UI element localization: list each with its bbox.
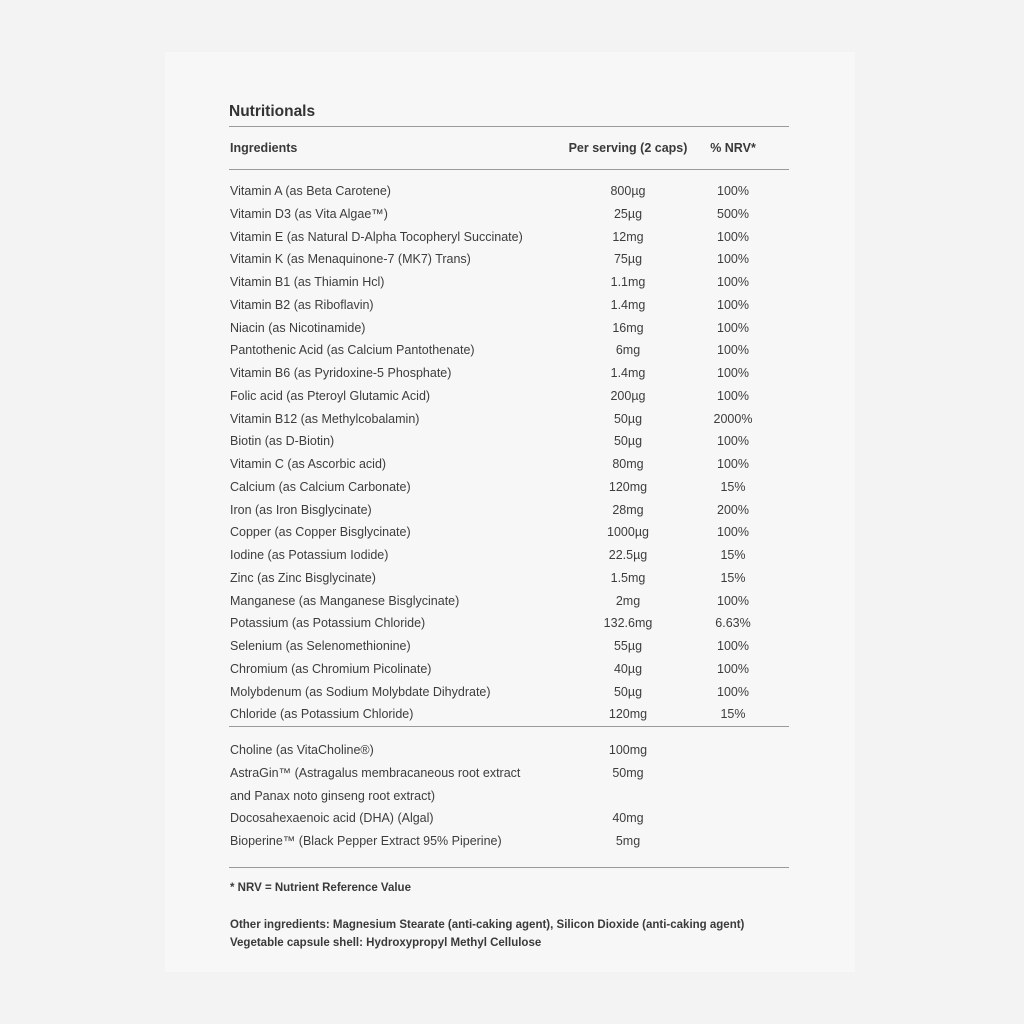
- ingredient-name: Niacin (as Nicotinamide): [230, 320, 366, 335]
- ingredient-amount: 50µg: [613, 411, 643, 426]
- ingredient-amount: 1.1mg: [610, 275, 646, 289]
- ingredient-name: Vitamin B6 (as Pyridoxine-5 Phosphate): [230, 366, 452, 380]
- ingredient-nrv: 15%: [720, 707, 746, 722]
- ingredient-name: Folic acid (as Pteroyl Glutamic Acid): [230, 388, 431, 403]
- table-row: [229, 681, 789, 704]
- ingredient-name: Docosahexaenoic acid (DHA) (Algal): [230, 811, 434, 826]
- ingredient-amount: 120mg: [608, 479, 648, 494]
- ingredient-nrv: 200%: [717, 502, 749, 517]
- ingredient-nrv: 100%: [717, 525, 749, 540]
- table-row: [229, 499, 789, 522]
- ingredient-amount: 1.4mg: [610, 366, 646, 380]
- ingredient-amount: 200µg: [610, 388, 646, 403]
- table-row: [229, 430, 789, 453]
- table-row: [229, 612, 789, 635]
- table-row: [229, 830, 789, 853]
- other-ingredients: [229, 916, 789, 952]
- ingredient-name: Chromium (as Chromium Picolinate): [230, 661, 432, 676]
- ingredient-nrv: 100%: [717, 229, 749, 244]
- ingredient-amount: 16mg: [612, 320, 644, 335]
- ingredient-nrv: 100%: [717, 366, 749, 380]
- ingredient-name: Vitamin A (as Beta Carotene): [230, 184, 391, 198]
- ingredient-nrv: 100%: [717, 593, 749, 608]
- ingredient-name: Vitamin D3 (as Vita Algae™): [230, 206, 388, 221]
- ingredient-nrv: 500%: [717, 206, 749, 221]
- ingredient-nrv: 2000%: [713, 411, 753, 426]
- ingredient-nrv: 100%: [717, 434, 749, 449]
- nrv-footnote: * NRV = Nutrient Reference Value: [230, 881, 411, 894]
- ingredient-nrv: 100%: [717, 320, 749, 335]
- ingredient-amount: 5mg: [615, 834, 641, 848]
- ingredient-name: Potassium (as Potassium Chloride): [230, 616, 426, 631]
- ingredient-name: Bioperine™ (Black Pepper Extract 95% Piperine): [230, 834, 502, 848]
- ingredient-amount: 2mg: [615, 593, 641, 608]
- ingredient-amount: 40mg: [612, 811, 644, 826]
- header-per-serving: Per serving (2 caps): [568, 141, 688, 155]
- table-row: [229, 180, 789, 203]
- ingredient-nrv: 100%: [717, 275, 749, 289]
- header-nrv: % NRV*: [710, 141, 756, 155]
- ingredient-nrv: 100%: [717, 252, 749, 267]
- ingredient-amount: 132.6mg: [603, 616, 653, 631]
- ingredient-name: Chloride (as Potassium Chloride): [230, 707, 414, 722]
- ingredient-nrv: 100%: [717, 343, 749, 358]
- ingredient-nrv: 15%: [720, 548, 746, 562]
- ingredient-name: Manganese (as Manganese Bisglycinate): [230, 593, 460, 608]
- ingredient-name: Zinc (as Zinc Bisglycinate): [230, 570, 376, 585]
- ingredient-name: Copper (as Copper Bisglycinate): [230, 525, 411, 540]
- table-row: [229, 544, 789, 567]
- table-row: [229, 521, 789, 544]
- ingredient-nrv: 15%: [720, 479, 746, 494]
- table-row: [229, 362, 789, 385]
- table-row: [229, 271, 789, 294]
- table-row: [229, 476, 789, 499]
- table-row: [229, 248, 789, 271]
- ingredient-nrv: 100%: [717, 684, 749, 699]
- ingredient-amount: 6mg: [615, 343, 641, 358]
- ingredient-name: Vitamin B1 (as Thiamin Hcl): [230, 275, 385, 289]
- ingredient-name: Calcium (as Calcium Carbonate): [230, 479, 411, 494]
- table-row: [229, 658, 789, 681]
- ingredient-name: Vitamin K (as Menaquinone-7 (MK7) Trans): [230, 252, 471, 267]
- table-row: [229, 385, 789, 408]
- ingredient-amount: 50µg: [613, 684, 643, 699]
- ingredient-amount: 800µg: [610, 184, 646, 198]
- ingredient-amount: 22.5µg: [608, 548, 648, 562]
- ingredient-name: Vitamin E (as Natural D-Alpha Tocopheryl Succinate): [230, 229, 523, 244]
- table-row: [229, 339, 789, 362]
- ingredient-amount: 55µg: [613, 639, 643, 653]
- ingredient-name: Iodine (as Potassium Iodide): [230, 548, 389, 562]
- ingredient-amount: 80mg: [612, 457, 644, 471]
- table-row: [229, 635, 789, 658]
- nutrition-table: [229, 100, 789, 952]
- ingredient-amount: 1.4mg: [610, 297, 646, 312]
- table-row: [229, 294, 789, 317]
- ingredient-amount: 50µg: [613, 434, 643, 449]
- table-row: [229, 762, 789, 808]
- ingredient-amount: 1000µg: [607, 525, 649, 540]
- ingredient-nrv: 100%: [717, 457, 749, 471]
- table-row: [229, 590, 789, 613]
- ingredient-name: Biotin (as D-Biotin): [230, 434, 335, 449]
- ingredient-amount: 1.5mg: [610, 570, 646, 585]
- table-row: [229, 203, 789, 226]
- ingredient-nrv: 6.63%: [715, 616, 751, 631]
- ingredient-amount: 50mg: [612, 765, 644, 780]
- vitamins-minerals-list: [229, 170, 789, 726]
- ingredient-name: Vitamin C (as Ascorbic acid): [230, 457, 387, 471]
- table-row: [229, 739, 789, 762]
- ingredient-name: Selenium (as Selenomethionine): [230, 639, 411, 653]
- ingredient-nrv: 100%: [717, 639, 749, 653]
- ingredient-amount: 40µg: [613, 661, 643, 676]
- table-row: [229, 807, 789, 830]
- table-row: [229, 453, 789, 476]
- table-row: [229, 567, 789, 590]
- table-row: [229, 226, 789, 249]
- ingredient-name: Vitamin B12 (as Methylcobalamin): [230, 411, 420, 426]
- ingredient-name: Molybdenum (as Sodium Molybdate Dihydrate): [230, 684, 491, 699]
- ingredient-nrv: 100%: [717, 388, 749, 403]
- ingredient-amount: 12mg: [612, 229, 644, 244]
- ingredient-name: Iron (as Iron Bisglycinate): [230, 502, 372, 517]
- table-row: [229, 408, 789, 431]
- ingredient-amount: 25µg: [613, 206, 643, 221]
- ingredient-amount: 75µg: [613, 252, 643, 267]
- ingredient-nrv: 100%: [717, 661, 749, 676]
- other-ingredients-text: Other ingredients: Magnesium Stearate (anti-caking agent), Silicon Dioxide (anti-caking agent): [230, 918, 745, 931]
- divider: [229, 867, 789, 868]
- ingredient-amount: 28mg: [612, 502, 644, 517]
- ingredient-name: Pantothenic Acid (as Calcium Pantothenate): [230, 343, 475, 358]
- section-title: Nutritionals: [229, 103, 316, 120]
- table-header: [229, 127, 789, 169]
- other-actives-list: [229, 727, 789, 867]
- ingredient-nrv: 100%: [717, 297, 749, 312]
- capsule-shell-text: Vegetable capsule shell: Hydroxypropyl Methyl Cellulose: [230, 936, 542, 949]
- ingredient-amount: 100mg: [608, 743, 648, 757]
- ingredient-nrv: 100%: [717, 184, 749, 198]
- ingredient-name: Choline (as VitaCholine®): [230, 743, 374, 757]
- ingredient-amount: 120mg: [608, 707, 648, 722]
- table-row: [229, 317, 789, 340]
- ingredient-nrv: 15%: [720, 570, 746, 585]
- ingredient-name: Vitamin B2 (as Riboflavin): [230, 297, 374, 312]
- ingredient-name: AstraGin™ (Astragalus membracaneous root extract and Panax noto ginseng root extract): [230, 765, 521, 803]
- table-row: [229, 703, 789, 726]
- header-ingredients: Ingredients: [230, 141, 298, 155]
